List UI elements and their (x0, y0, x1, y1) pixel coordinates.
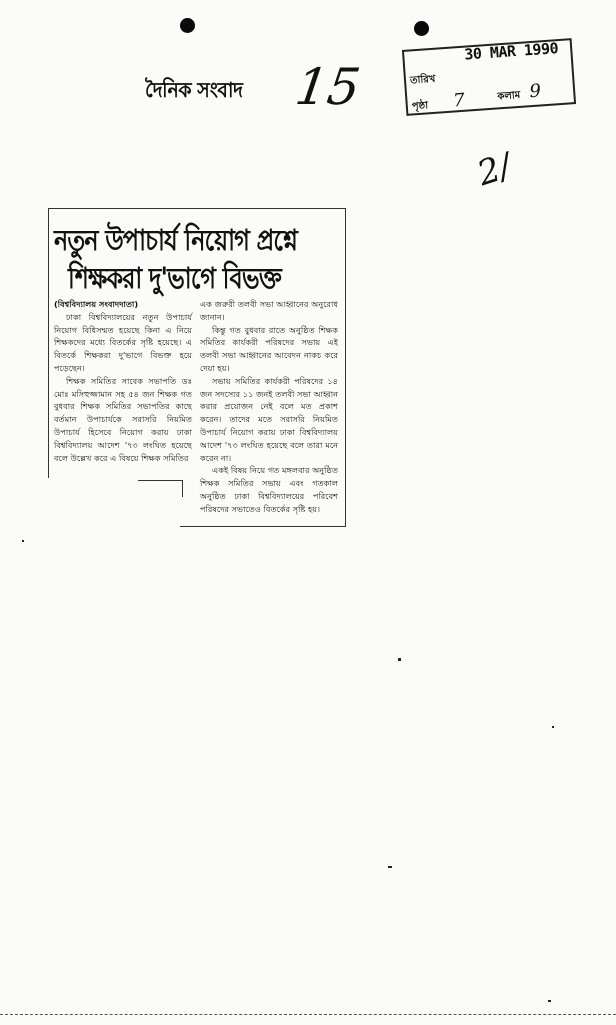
article-paragraph: এক জরুরী তলবী সভা আহ্বানের অনুরোধ জানান। (200, 299, 338, 322)
scan-speck (398, 658, 401, 661)
newspaper-masthead: দৈনিক সংবাদ (145, 78, 243, 102)
clipping-edge-right (345, 208, 346, 526)
scan-speck (22, 540, 24, 542)
article-column-left (54, 298, 192, 464)
punch-hole-left (180, 18, 195, 33)
article-byline: (বিশ্ববিদ্যালয় সংবাদদাতা) (54, 299, 139, 309)
newspaper-clipping (48, 208, 346, 528)
stamp-page-value: 7 (452, 89, 466, 112)
article-column-right (200, 298, 338, 516)
scan-speck (388, 866, 392, 868)
article-paragraph: সভায় সমিতির কার্যকরী পরিষদের ১৪ জন সদস্যের ১১ জনই তলবী সভা আহ্বান করার প্রয়োজন নেই বলে মত প্রকাশ করেন। তাদের মতে সরাসরি নিয়মিত উপাচার্য নিয়োগ করায় ঢাকা বিশ্ববিদ্যালয় আদেশ '৭৩ লংঘিত হয়েছে বলে তারা মনে করেন না। (200, 375, 338, 463)
article-paragraph: একই বিষয় নিয়ে গত মঙ্গলবার অনুষ্ঠিত শিক্ষক সমিতির সভায় এবং গতকাল অনুষ্ঠিত ঢাকা বিশ্ববিদ্যালয়ের পরিবেশ পরিষদের সভাতেও বিতর্কের সৃষ্টি হয়। (200, 465, 338, 514)
handwritten-page-number: 15 (291, 58, 364, 116)
article-paragraph: ঢাকা বিশ্ববিদ্যালয়ের নতুন উপাচার্য নিয়োগ বিধিসম্মত হয়েছে কিনা এ নিয়ে শিক্ষকদের মধ্যে বিতর্কের সৃষ্টি হয়েছে। এ বিতর্কে শিক্ষকরা দু'ভাগে বিভক্ত হয়ে পড়েছেন। (54, 311, 192, 373)
punch-hole-right (414, 21, 429, 36)
stamp-date-label: তারিখ (409, 73, 436, 87)
clipping-edge-bottom (180, 526, 346, 527)
article-paragraph: শিক্ষক সমিতির সাবেক সভাপতি ডঃ মোঃ মসিহুজ্জামান সহ ৫৪ জন শিক্ষক গত বুধবার শিক্ষক সমিতির সভাপতির কাছে বর্তমান উপাচার্যকে সরাসরি নিয়মিত উপাচার্য হিসেবে নিয়োগ করায় ঢাকা বিশ্ববিদ্যালয় আদেশ '৭৩ লংঘিত হয়েছে বলে উল্লেখ করে এ বিষয়ে শিক্ষক সমিতির (54, 375, 192, 463)
scan-speck (548, 1000, 551, 1002)
article-paragraph: কিন্তু গত বুধবার রাতে অনুষ্ঠিত শিক্ষক সমিতির কার্যকরী পরিষদের সভায় এই তলবী সভা আহ্বানের আবেদন নাকচ করে দেয়া হয়। (200, 324, 338, 373)
archive-date-stamp (402, 38, 576, 116)
stamp-column-value: 9 (528, 80, 542, 103)
scan-speck (552, 726, 554, 728)
handwritten-corner-mark: 2/ (472, 145, 517, 195)
stamp-column-label: কলাম (497, 89, 521, 103)
clipping-edge-left (48, 208, 49, 478)
clipping-edge-top (48, 208, 346, 209)
scan-bottom-edge (0, 1014, 616, 1025)
stamp-date: 30 MAR 1990 (463, 39, 559, 64)
stamp-page-label: পৃষ্ঠা (411, 100, 429, 113)
stamp-page-field (411, 90, 466, 117)
clipping-cut-mark (138, 480, 183, 497)
headline-line-1: নতুন উপাচার্য নিয়োগ প্রশ্নে (54, 223, 298, 257)
headline-line-2: শিক্ষকরা দু'ভাগে বিভক্ত (68, 261, 282, 295)
stamp-column-field (496, 80, 541, 106)
